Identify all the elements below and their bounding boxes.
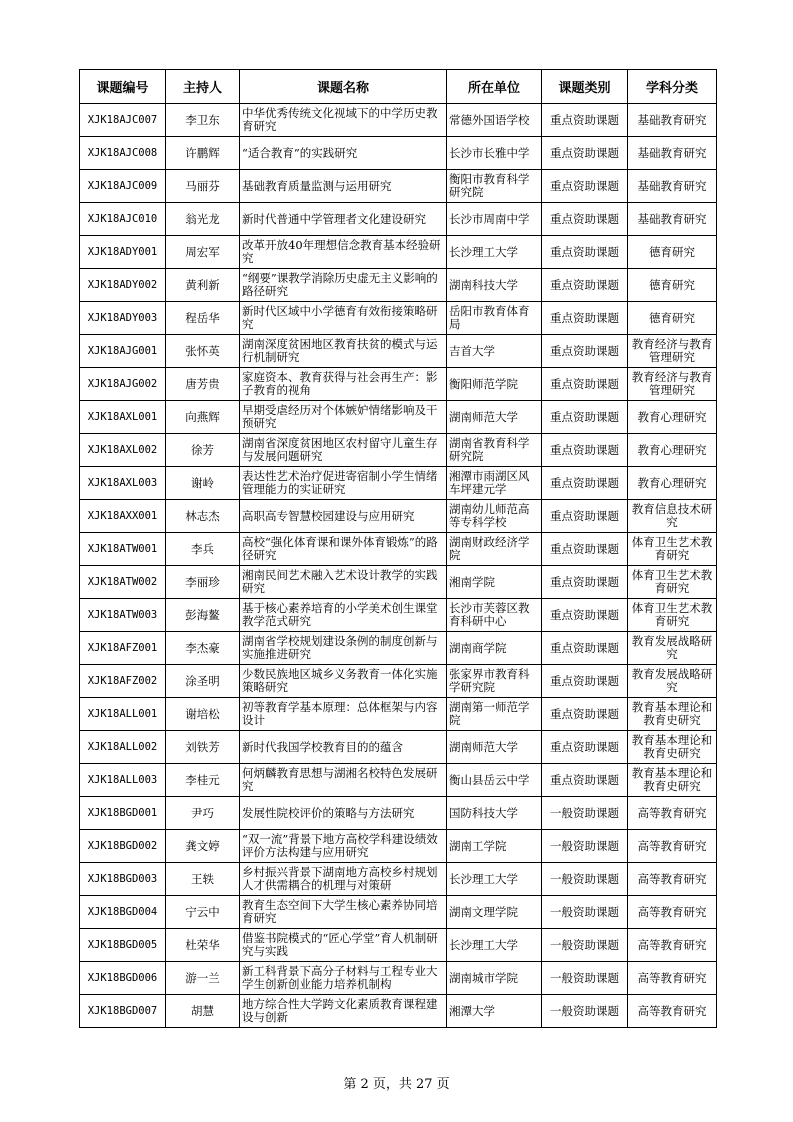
header-title: 课题名称: [240, 70, 447, 104]
cell-code: XJK18AXL001: [80, 401, 166, 434]
cell-code: XJK18ALL002: [80, 731, 166, 764]
cell-unit: 张家界市教育科学研究院: [447, 665, 542, 698]
cell-title: 初等教育学基本原理：总体框架与内容设计: [240, 698, 447, 731]
cell-type: 重点资助课题: [542, 698, 628, 731]
cell-code: XJK18ATW002: [80, 566, 166, 599]
cell-type: 重点资助课题: [542, 368, 628, 401]
cell-subject: 教育发展战略研究: [628, 632, 717, 665]
cell-title: 湘南民间艺术融入艺术设计教学的实践研究: [240, 566, 447, 599]
cell-title: 新时代普通中学管理者文化建设研究: [240, 203, 447, 236]
cell-code: XJK18AXX001: [80, 500, 166, 533]
table-row: [80, 896, 717, 929]
cell-host: 宁云中: [166, 896, 240, 929]
table-row: [80, 203, 717, 236]
cell-type: 一般资助课题: [542, 962, 628, 995]
cell-code: XJK18AXL002: [80, 434, 166, 467]
cell-unit: 常德外国语学校: [447, 104, 542, 137]
cell-title: 地方综合性大学跨文化素质教育课程建设与创新: [240, 995, 447, 1028]
cell-code: XJK18AJC008: [80, 137, 166, 170]
cell-subject: 教育基本理论和教育史研究: [628, 731, 717, 764]
header-unit: 所在单位: [447, 70, 542, 104]
cell-code: XJK18AXL003: [80, 467, 166, 500]
cell-code: XJK18ADY001: [80, 236, 166, 269]
cell-unit: 湖南幼儿师范高等专科学校: [447, 500, 542, 533]
cell-host: 周宏军: [166, 236, 240, 269]
cell-unit: 湖南科技大学: [447, 269, 542, 302]
cell-unit: 湖南文理学院: [447, 896, 542, 929]
cell-unit: 湖南财政经济学院: [447, 533, 542, 566]
cell-title: 家庭资本、教育获得与社会再生产：影子教育的视角: [240, 368, 447, 401]
table-row: [80, 368, 717, 401]
cell-type: 重点资助课题: [542, 731, 628, 764]
cell-subject: 教育心理研究: [628, 434, 717, 467]
header-row: [80, 70, 717, 104]
cell-code: XJK18AFZ002: [80, 665, 166, 698]
cell-type: 重点资助课题: [542, 137, 628, 170]
cell-host: 李卫东: [166, 104, 240, 137]
cell-type: 一般资助课题: [542, 995, 628, 1028]
cell-type: 重点资助课题: [542, 764, 628, 797]
cell-type: 重点资助课题: [542, 632, 628, 665]
cell-title: 基于核心素养培育的小学美术创生课堂教学范式研究: [240, 599, 447, 632]
table-row: [80, 137, 717, 170]
cell-subject: 高等教育研究: [628, 896, 717, 929]
table-row: [80, 632, 717, 665]
cell-code: XJK18AJC007: [80, 104, 166, 137]
cell-title: “适合教育”的实践研究: [240, 137, 447, 170]
cell-unit: 湖南师范大学: [447, 401, 542, 434]
table-row: [80, 698, 717, 731]
cell-host: 尹巧: [166, 797, 240, 830]
cell-title: 借鉴书院模式的“匠心学堂”育人机制研究与实践: [240, 929, 447, 962]
table-row: [80, 467, 717, 500]
cell-subject: 教育基本理论和教育史研究: [628, 698, 717, 731]
cell-type: 重点资助课题: [542, 236, 628, 269]
cell-subject: 德育研究: [628, 269, 717, 302]
cell-host: 谢岭: [166, 467, 240, 500]
cell-type: 重点资助课题: [542, 170, 628, 203]
cell-code: XJK18BGD005: [80, 929, 166, 962]
cell-title: 教育生态空间下大学生核心素养协同培育研究: [240, 896, 447, 929]
cell-unit: 湖南城市学院: [447, 962, 542, 995]
cell-host: 彭海鳌: [166, 599, 240, 632]
cell-title: 何炳麟教育思想与湖湘名校特色发展研究: [240, 764, 447, 797]
cell-subject: 体育卫生艺术教育研究: [628, 599, 717, 632]
cell-host: 李兵: [166, 533, 240, 566]
table-row: [80, 236, 717, 269]
cell-host: 谢培松: [166, 698, 240, 731]
cell-type: 一般资助课题: [542, 797, 628, 830]
cell-code: XJK18ADY003: [80, 302, 166, 335]
cell-code: XJK18BGD007: [80, 995, 166, 1028]
cell-unit: 长沙市长雅中学: [447, 137, 542, 170]
cell-code: XJK18AJC010: [80, 203, 166, 236]
cell-host: 刘铁芳: [166, 731, 240, 764]
table-row: [80, 599, 717, 632]
header-subject: 学科分类: [628, 70, 717, 104]
table-row: [80, 830, 717, 863]
table-row: [80, 731, 717, 764]
cell-type: 重点资助课题: [542, 566, 628, 599]
table-row: [80, 104, 717, 137]
cell-type: 重点资助课题: [542, 203, 628, 236]
table-row: [80, 170, 717, 203]
cell-unit: 湘南学院: [447, 566, 542, 599]
cell-unit: 湖南第一师范学院: [447, 698, 542, 731]
cell-type: 一般资助课题: [542, 896, 628, 929]
cell-type: 重点资助课题: [542, 401, 628, 434]
cell-unit: 衡阳师范学院: [447, 368, 542, 401]
cell-title: 新工科背景下高分子材料与工程专业大学生创新创业能力培养机制构: [240, 962, 447, 995]
cell-unit: 长沙理工大学: [447, 236, 542, 269]
cell-host: 林志杰: [166, 500, 240, 533]
cell-title: 湖南省深度贫困地区农村留守儿童生存与发展问题研究: [240, 434, 447, 467]
cell-unit: 湖南省教育科学研究院: [447, 434, 542, 467]
cell-host: 徐芳: [166, 434, 240, 467]
cell-title: 表达性艺术治疗促进寄宿制小学生情绪管理能力的实证研究: [240, 467, 447, 500]
cell-host: 王轶: [166, 863, 240, 896]
cell-host: 翁光龙: [166, 203, 240, 236]
cell-title: 改革开放40年理想信念教育基本经验研究: [240, 236, 447, 269]
header-host: 主持人: [166, 70, 240, 104]
cell-type: 一般资助课题: [542, 863, 628, 896]
cell-unit: 长沙市周南中学: [447, 203, 542, 236]
header-code: 课题编号: [80, 70, 166, 104]
cell-subject: 德育研究: [628, 302, 717, 335]
cell-subject: 高等教育研究: [628, 929, 717, 962]
cell-host: 涂圣明: [166, 665, 240, 698]
cell-unit: 长沙理工大学: [447, 929, 542, 962]
table-row: [80, 500, 717, 533]
cell-unit: 湖南师范大学: [447, 731, 542, 764]
table-row: [80, 995, 717, 1028]
cell-type: 一般资助课题: [542, 929, 628, 962]
topic-table: [79, 69, 717, 1028]
cell-code: XJK18ADY002: [80, 269, 166, 302]
cell-subject: 教育经济与教育管理研究: [628, 368, 717, 401]
cell-title: 新时代我国学校教育目的的蕴含: [240, 731, 447, 764]
cell-subject: 高等教育研究: [628, 830, 717, 863]
cell-host: 许鹏辉: [166, 137, 240, 170]
cell-unit: 长沙理工大学: [447, 863, 542, 896]
cell-code: XJK18AJC009: [80, 170, 166, 203]
cell-subject: 高等教育研究: [628, 995, 717, 1028]
cell-host: 向燕辉: [166, 401, 240, 434]
cell-subject: 基础教育研究: [628, 170, 717, 203]
table-row: [80, 335, 717, 368]
cell-code: XJK18BGD001: [80, 797, 166, 830]
cell-subject: 教育经济与教育管理研究: [628, 335, 717, 368]
cell-title: 基础教育质量监测与运用研究: [240, 170, 447, 203]
cell-type: 重点资助课题: [542, 533, 628, 566]
cell-host: 黄利新: [166, 269, 240, 302]
cell-code: XJK18AJG001: [80, 335, 166, 368]
cell-subject: 高等教育研究: [628, 797, 717, 830]
cell-code: XJK18BGD003: [80, 863, 166, 896]
cell-code: XJK18ATW003: [80, 599, 166, 632]
cell-subject: 基础教育研究: [628, 137, 717, 170]
table-row: [80, 797, 717, 830]
table-row: [80, 764, 717, 797]
cell-subject: 基础教育研究: [628, 104, 717, 137]
header-type: 课题类别: [542, 70, 628, 104]
cell-subject: 体育卫生艺术教育研究: [628, 533, 717, 566]
cell-subject: 基础教育研究: [628, 203, 717, 236]
cell-unit: 衡阳市教育科学研究院: [447, 170, 542, 203]
cell-subject: 教育基本理论和教育史研究: [628, 764, 717, 797]
cell-unit: 衡山县岳云中学: [447, 764, 542, 797]
cell-title: 少数民族地区城乡义务教育一体化实施策略研究: [240, 665, 447, 698]
cell-unit: 湘潭大学: [447, 995, 542, 1028]
cell-type: 重点资助课题: [542, 599, 628, 632]
cell-title: 高校“强化体育课和课外体育锻炼”的路径研究: [240, 533, 447, 566]
cell-subject: 教育发展战略研究: [628, 665, 717, 698]
table-row: [80, 269, 717, 302]
cell-unit: 长沙市芙蓉区教育科研中心: [447, 599, 542, 632]
cell-subject: 体育卫生艺术教育研究: [628, 566, 717, 599]
cell-subject: 教育心理研究: [628, 401, 717, 434]
cell-unit: 湖南商学院: [447, 632, 542, 665]
cell-type: 重点资助课题: [542, 500, 628, 533]
cell-code: XJK18ALL003: [80, 764, 166, 797]
cell-title: 发展性院校评价的策略与方法研究: [240, 797, 447, 830]
table-body: [80, 104, 717, 1028]
cell-unit: 湖南工学院: [447, 830, 542, 863]
cell-code: XJK18BGD004: [80, 896, 166, 929]
table-row: [80, 962, 717, 995]
cell-type: 一般资助课题: [542, 830, 628, 863]
table-row: [80, 929, 717, 962]
cell-code: XJK18BGD006: [80, 962, 166, 995]
cell-type: 重点资助课题: [542, 434, 628, 467]
cell-host: 李杰豪: [166, 632, 240, 665]
cell-type: 重点资助课题: [542, 665, 628, 698]
cell-host: 张怀英: [166, 335, 240, 368]
cell-title: 早期受虐经历对个体嫉妒情绪影响及干预研究: [240, 401, 447, 434]
cell-title: “纲要”课教学消除历史虚无主义影响的路径研究: [240, 269, 447, 302]
cell-host: 游一兰: [166, 962, 240, 995]
cell-type: 重点资助课题: [542, 302, 628, 335]
cell-title: 湖南深度贫困地区教育扶贫的模式与运行机制研究: [240, 335, 447, 368]
cell-subject: 高等教育研究: [628, 863, 717, 896]
cell-type: 重点资助课题: [542, 104, 628, 137]
cell-type: 重点资助课题: [542, 467, 628, 500]
cell-subject: 教育心理研究: [628, 467, 717, 500]
cell-code: XJK18AFZ001: [80, 632, 166, 665]
cell-subject: 德育研究: [628, 236, 717, 269]
cell-host: 胡慧: [166, 995, 240, 1028]
cell-subject: 教育信息技术研究: [628, 500, 717, 533]
cell-unit: 吉首大学: [447, 335, 542, 368]
cell-host: 程岳华: [166, 302, 240, 335]
table-row: [80, 863, 717, 896]
table-row: [80, 434, 717, 467]
cell-title: 湖南省学校规划建设条例的制度创新与实施推进研究: [240, 632, 447, 665]
cell-unit: 湘潭市雨湖区风车坪建元学: [447, 467, 542, 500]
cell-unit: 国防科技大学: [447, 797, 542, 830]
table-row: [80, 665, 717, 698]
cell-subject: 高等教育研究: [628, 962, 717, 995]
table-row: [80, 566, 717, 599]
cell-host: 李桂元: [166, 764, 240, 797]
cell-host: 杜荣华: [166, 929, 240, 962]
cell-title: 高职高专智慧校园建设与应用研究: [240, 500, 447, 533]
cell-host: 唐芳贵: [166, 368, 240, 401]
cell-type: 重点资助课题: [542, 335, 628, 368]
cell-type: 重点资助课题: [542, 269, 628, 302]
cell-unit: 岳阳市教育体育局: [447, 302, 542, 335]
cell-host: 李丽珍: [166, 566, 240, 599]
cell-code: XJK18BGD002: [80, 830, 166, 863]
table-row: [80, 533, 717, 566]
table-row: [80, 302, 717, 335]
cell-host: 马丽芬: [166, 170, 240, 203]
cell-code: XJK18AJG002: [80, 368, 166, 401]
page-footer: 第 2 页，共 27 页: [343, 1077, 450, 1092]
cell-title: 新时代区域中小学德育有效衔接策略研究: [240, 302, 447, 335]
cell-title: 乡村振兴背景下湖南地方高校乡村规划人才供需耦合的机理与对策研: [240, 863, 447, 896]
cell-code: XJK18ATW001: [80, 533, 166, 566]
table-row: [80, 401, 717, 434]
cell-host: 龚文婷: [166, 830, 240, 863]
cell-title: 中华优秀传统文化视域下的中学历史教育研究: [240, 104, 447, 137]
cell-code: XJK18ALL001: [80, 698, 166, 731]
cell-title: “双一流”背景下地方高校学科建设绩效评价方法构建与应用研究: [240, 830, 447, 863]
